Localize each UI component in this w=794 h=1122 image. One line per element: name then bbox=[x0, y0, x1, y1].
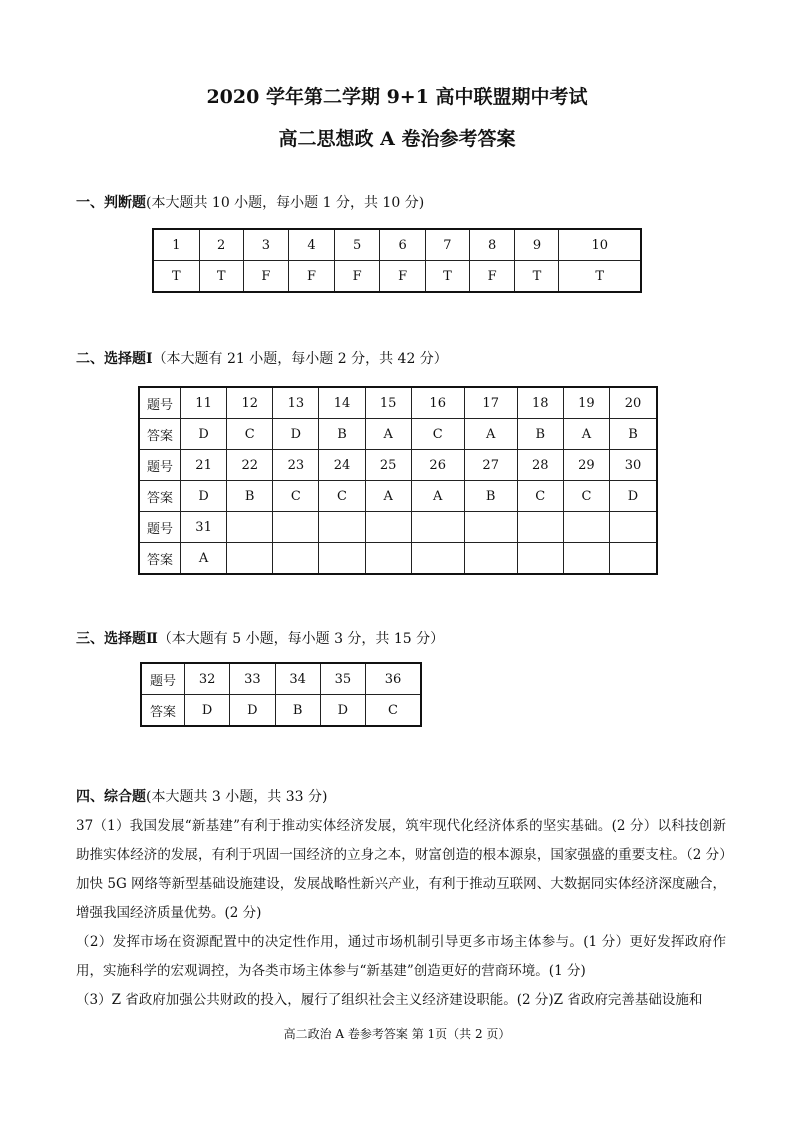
question-number: 25 bbox=[365, 450, 411, 481]
question-number bbox=[319, 512, 365, 543]
question-number: 14 bbox=[319, 387, 365, 419]
answer-cell: D bbox=[609, 481, 657, 512]
question-number: 15 bbox=[365, 387, 411, 419]
answer-cell: T bbox=[153, 261, 199, 293]
answer-cell bbox=[609, 543, 657, 575]
answer-cell: F bbox=[243, 261, 289, 293]
answer-cell: B bbox=[319, 419, 365, 450]
answer-cell bbox=[517, 543, 563, 575]
row-label: 答案 bbox=[139, 543, 181, 575]
answer-cell: D bbox=[273, 419, 319, 450]
answer-cell: C bbox=[273, 481, 319, 512]
answer-cell: A bbox=[365, 419, 411, 450]
table-row bbox=[139, 512, 657, 543]
answer-cell: D bbox=[230, 695, 275, 727]
answer-cell bbox=[365, 543, 411, 575]
question-number: 19 bbox=[563, 387, 609, 419]
answer-cell: A bbox=[464, 419, 517, 450]
answer-paragraph: （3）Z 省政府加强公共财政的投入，履行了组织社会主义经济建设职能。(2 分)Z 省政府完善基础设施和 bbox=[76, 992, 703, 1008]
question-number: 13 bbox=[273, 387, 319, 419]
question-number: 18 bbox=[517, 387, 563, 419]
table-row bbox=[141, 695, 421, 727]
row-label: 答案 bbox=[141, 695, 185, 727]
answer-cell: T bbox=[515, 261, 559, 293]
question-number: 5 bbox=[334, 229, 380, 261]
page-footer: 高二政治 A 卷参考答案 第 1页（共 2 页） bbox=[283, 1027, 511, 1041]
section-1-title: 一、判断题 bbox=[76, 195, 146, 211]
question-number: 4 bbox=[289, 229, 335, 261]
table-row bbox=[139, 481, 657, 512]
answer-cell: C bbox=[319, 481, 365, 512]
section-2-note: （本大题有 21 小题，每小题 2 分，共 42 分） bbox=[152, 351, 448, 367]
question-number bbox=[365, 512, 411, 543]
answer-cell: F bbox=[289, 261, 335, 293]
answer-cell: A bbox=[411, 481, 464, 512]
question-number: 32 bbox=[185, 663, 230, 695]
question-number: 17 bbox=[464, 387, 517, 419]
answer-cell: F bbox=[380, 261, 426, 293]
answer-cell: T bbox=[559, 261, 641, 293]
choice-table-1 bbox=[138, 386, 658, 575]
choice-table-2 bbox=[140, 662, 422, 727]
essay-answers bbox=[76, 812, 726, 1015]
row-label: 题号 bbox=[141, 663, 185, 695]
question-number: 1 bbox=[153, 229, 199, 261]
answer-cell: T bbox=[425, 261, 469, 293]
answer-cell: D bbox=[320, 695, 365, 727]
answer-cell: F bbox=[469, 261, 515, 293]
table-row bbox=[139, 387, 657, 419]
table-row bbox=[141, 663, 421, 695]
answer-cell bbox=[563, 543, 609, 575]
question-number: 27 bbox=[464, 450, 517, 481]
question-number: 31 bbox=[181, 512, 227, 543]
question-number: 23 bbox=[273, 450, 319, 481]
question-number: 30 bbox=[609, 450, 657, 481]
answer-cell: C bbox=[366, 695, 422, 727]
question-number bbox=[517, 512, 563, 543]
question-number: 16 bbox=[411, 387, 464, 419]
table-row bbox=[153, 261, 641, 293]
answer-cell: D bbox=[185, 695, 230, 727]
question-number: 21 bbox=[181, 450, 227, 481]
row-label: 答案 bbox=[139, 481, 181, 512]
answer-cell: A bbox=[181, 543, 227, 575]
question-number: 6 bbox=[380, 229, 426, 261]
question-number: 20 bbox=[609, 387, 657, 419]
section-1-note: (本大题共 10 小题，每小题 1 分，共 10 分) bbox=[146, 195, 425, 211]
true-false-table bbox=[152, 228, 642, 293]
question-number: 35 bbox=[320, 663, 365, 695]
answer-cell: B bbox=[275, 695, 320, 727]
question-number: 29 bbox=[563, 450, 609, 481]
answer-cell bbox=[227, 543, 273, 575]
answer-cell: B bbox=[464, 481, 517, 512]
question-number: 12 bbox=[227, 387, 273, 419]
section-4-note: (本大题共 3 小题，共 33 分) bbox=[146, 789, 328, 805]
answer-paragraph: 37（1）我国发展“新基建”有利于推动实体经济发展，筑牢现代化经济体系的坚实基础。(2 分）以科技创新助推实体经济的发展，有利于巩固一国经济的立身之本，财富创造的根本源泉，国家强盛的重要支柱。（2 分）加快 5G 网络等新型基础设施建设，发展战略性新兴产业，有利于推动互联网、大数据同实体经济深度融合，增强我国经济质量优势。(2 分) bbox=[76, 818, 726, 921]
question-number: 33 bbox=[230, 663, 275, 695]
row-label: 题号 bbox=[139, 387, 181, 419]
answer-cell: F bbox=[334, 261, 380, 293]
answer-cell bbox=[273, 543, 319, 575]
row-label: 题号 bbox=[139, 450, 181, 481]
question-number: 3 bbox=[243, 229, 289, 261]
question-number bbox=[464, 512, 517, 543]
question-number: 24 bbox=[319, 450, 365, 481]
question-number bbox=[563, 512, 609, 543]
table-row bbox=[153, 229, 641, 261]
question-number: 22 bbox=[227, 450, 273, 481]
question-number: 9 bbox=[515, 229, 559, 261]
question-number: 34 bbox=[275, 663, 320, 695]
answer-cell: C bbox=[517, 481, 563, 512]
answer-cell: D bbox=[181, 481, 227, 512]
answer-cell bbox=[464, 543, 517, 575]
question-number: 28 bbox=[517, 450, 563, 481]
page-subtitle: 高二思想政 A 卷治参考答案 bbox=[278, 128, 516, 150]
answer-cell bbox=[319, 543, 365, 575]
section-4-heading bbox=[76, 786, 327, 806]
question-number bbox=[411, 512, 464, 543]
question-number: 36 bbox=[366, 663, 422, 695]
table-row bbox=[139, 419, 657, 450]
section-3-heading bbox=[76, 628, 444, 648]
question-number: 8 bbox=[469, 229, 515, 261]
section-2-heading bbox=[76, 348, 448, 368]
question-number bbox=[227, 512, 273, 543]
answer-cell: B bbox=[609, 419, 657, 450]
answer-cell: B bbox=[227, 481, 273, 512]
answer-cell bbox=[411, 543, 464, 575]
question-number: 26 bbox=[411, 450, 464, 481]
answer-cell: A bbox=[365, 481, 411, 512]
question-number bbox=[273, 512, 319, 543]
question-number: 11 bbox=[181, 387, 227, 419]
section-2-title: 二、选择题Ⅰ bbox=[76, 351, 153, 367]
page-title: 2020 学年第二学期 9+1 高中联盟期中考试 bbox=[206, 86, 588, 108]
section-4-title: 四、综合题 bbox=[76, 789, 146, 805]
section-3-title: 三、选择题Ⅱ bbox=[76, 631, 158, 647]
row-label: 题号 bbox=[139, 512, 181, 543]
table-row bbox=[139, 450, 657, 481]
answer-cell: C bbox=[411, 419, 464, 450]
answer-cell: A bbox=[563, 419, 609, 450]
question-number: 10 bbox=[559, 229, 641, 261]
row-label: 答案 bbox=[139, 419, 181, 450]
question-number: 7 bbox=[425, 229, 469, 261]
answer-paragraph: （2）发挥市场在资源配置中的决定性作用，通过市场机制引导更多市场主体参与。(1 分）更好发挥政府作用，实施科学的宏观调控，为各类市场主体参与“新基建”创造更好的营商环境。(1 分) bbox=[76, 934, 726, 979]
section-1-heading bbox=[76, 192, 424, 212]
question-number bbox=[609, 512, 657, 543]
answer-cell: C bbox=[227, 419, 273, 450]
question-number: 2 bbox=[199, 229, 243, 261]
answer-cell: C bbox=[563, 481, 609, 512]
answer-cell: B bbox=[517, 419, 563, 450]
answer-cell: D bbox=[181, 419, 227, 450]
table-row bbox=[139, 543, 657, 575]
section-3-note: （本大题有 5 小题，每小题 3 分，共 15 分） bbox=[157, 631, 445, 647]
answer-cell: T bbox=[199, 261, 243, 293]
